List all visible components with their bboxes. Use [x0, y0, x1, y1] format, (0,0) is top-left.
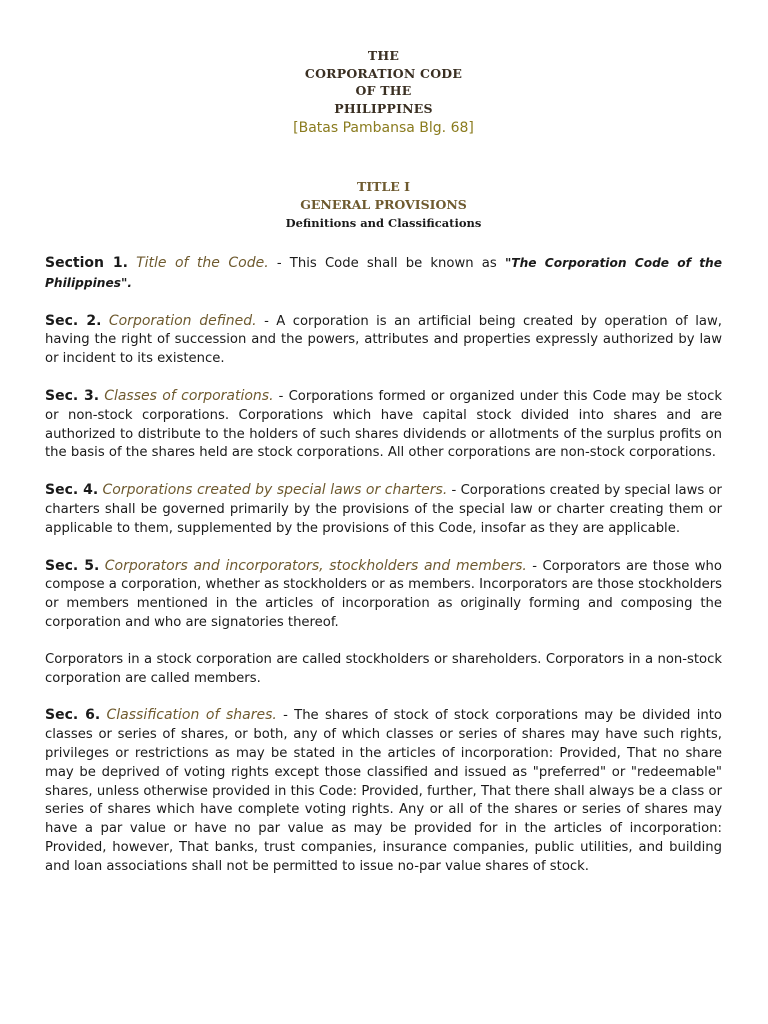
section-5 — [45, 557, 722, 633]
section-title: Title of the Code. — [136, 255, 269, 271]
header-line-of-the: OF THE — [355, 83, 412, 98]
section-5-paragraph-2: Corporators in a stock corporation are called stockholders or shareholders. Corporators in a non-stock corporation are called members. — [45, 651, 722, 686]
section-number: Sec. 2. — [45, 312, 102, 329]
section-number: Sec. 4. — [45, 482, 99, 499]
section-number: Sec. 6. — [45, 707, 101, 724]
sections — [45, 254, 722, 877]
section-title: Corporations created by special laws or charters. — [102, 482, 448, 499]
section-number: Section 1. — [45, 255, 128, 271]
section-title: Corporators and incorporators, stockholders and members. — [104, 557, 527, 574]
section-3 — [45, 387, 722, 463]
title-subtitle: Definitions and Classifications — [285, 216, 482, 230]
section-1 — [45, 254, 722, 294]
section-text: - Corporators are those who compose a corporation, whether as stockholders or as members. Incorporators are those stockholders or members mentioned in the articles of incorporation as originally forming and composing the corporation and who are signatories thereof. — [45, 558, 722, 630]
section-text: - Corporations created by special laws or charters shall be governed primarily by the provisions of the special law or charter creating them or applicable to them, supplemented by the provisions of this Code, insofar as they are applicable. — [45, 483, 722, 536]
title-number: TITLE I — [357, 179, 410, 194]
header-line-the: THE — [367, 48, 400, 63]
section-4 — [45, 481, 722, 538]
section-title: Classes of corporations. — [104, 387, 274, 404]
section-text: - A corporation is an artificial being created by operation of law, having the right of succession and the powers, attributes and properties expressly authorized by law or incident to its existence. — [45, 313, 722, 367]
section-2 — [45, 312, 722, 369]
section-text-end: . — [127, 275, 132, 290]
act-number: [Batas Pambansa Blg. 68] — [293, 120, 474, 136]
section-text: - The shares of stock of stock corporations may be divided into classes or series of shares, or both, any of which classes or series of shares may have such rights, privileges or restrictions as may be stated in the articles of incorporation: Provided, That no share may be deprived of voting rights except those classified and issued as "preferred" or "redeemable" shares, unless otherwise provided in this Code: Provided, further, That there shall always be a class or series of shares which have complete voting rights. Any or all of the shares or series of shares may have a par value or have no par value as may be provided for in the articles of incorporation: Provided, however, That banks, trust companies, insurance companies, public utilities, and building and loan associations shall not be permitted to issue no-par value shares of stock. — [45, 708, 722, 874]
header-line-philippines: PHILIPPINES — [334, 100, 433, 116]
header-line-corporation-code: CORPORATION CODE — [304, 65, 463, 81]
title-name: GENERAL PROVISIONS — [300, 197, 467, 212]
section-text: - This Code shall be known as — [268, 256, 505, 271]
document-header — [45, 0, 722, 138]
section-quote: "The Corporation Code of the Philippines" — [45, 256, 722, 290]
section-6 — [45, 706, 722, 876]
section-title: Corporation defined. — [108, 312, 257, 329]
section-number: Sec. 3. — [45, 387, 100, 404]
section-title: Classification of shares. — [106, 707, 277, 724]
section-text: - Corporations formed or organized under this Code may be stock or non-stock corporations. Corporations which have capital stock divided into shares and are authorized to distribute to the holders of such shares dividends or allotments of the surplus profits on the basis of the shares held are stock corporations. All other corporations are non-stock corporations. — [45, 388, 722, 461]
title-block — [45, 178, 722, 232]
section-number: Sec. 5. — [45, 557, 100, 574]
